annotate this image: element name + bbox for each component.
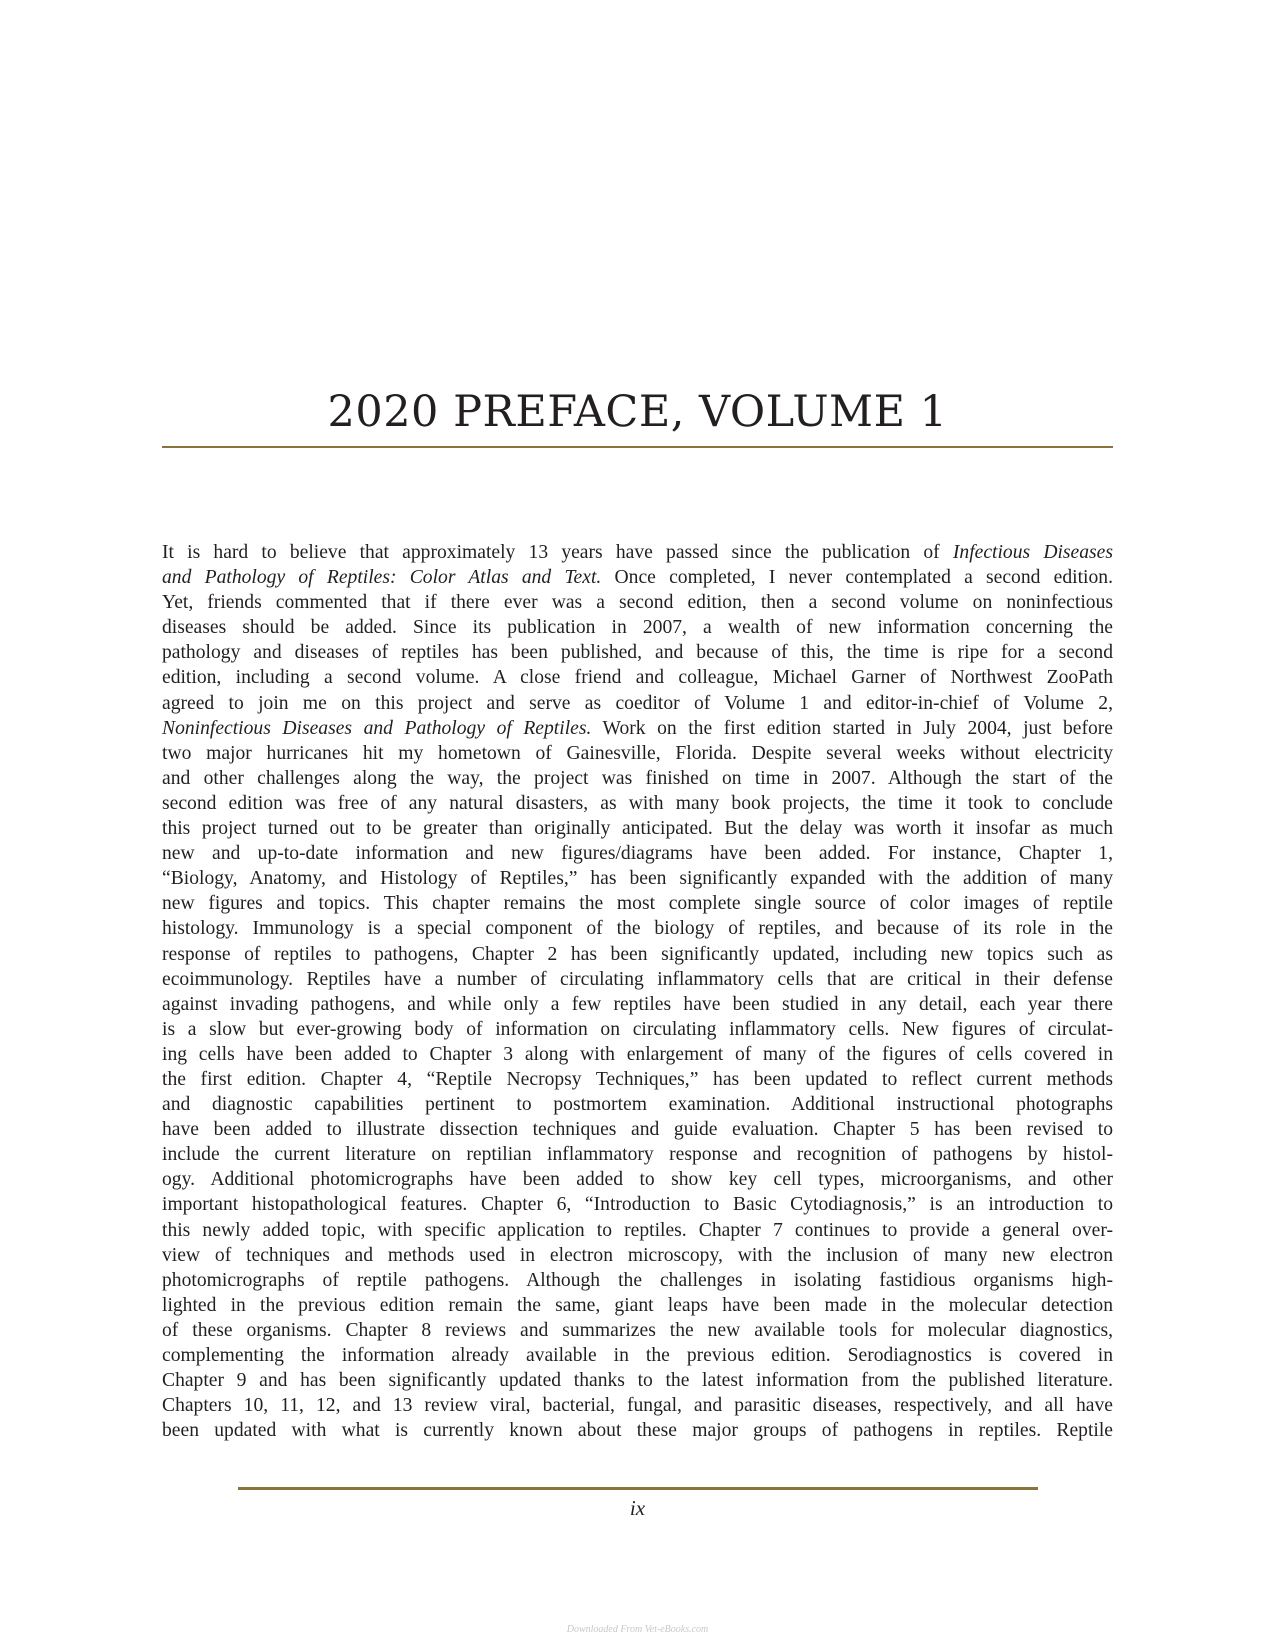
line-text: and other challenges along the way, the project was finished on time in 2007. Although the start of the bbox=[162, 767, 1113, 789]
text-line bbox=[162, 615, 1113, 640]
text-line bbox=[162, 565, 1113, 590]
text-line bbox=[162, 1343, 1113, 1368]
line-text: Yet, friends commented that if there ever was a second edition, then a second volume on noninfectious bbox=[162, 592, 1113, 614]
text-line bbox=[162, 540, 1113, 565]
text-line bbox=[162, 942, 1113, 967]
watermark: Downloaded From Vet-eBooks.com bbox=[566, 1624, 709, 1635]
line-text: It is hard to believe that approximately 13 years have passed since the publication of bbox=[162, 542, 953, 563]
italic-title-text: Infectious Diseases bbox=[952, 542, 1113, 563]
page-number: ix bbox=[629, 1496, 646, 1520]
text-line bbox=[162, 1117, 1113, 1142]
text-line bbox=[162, 1042, 1113, 1067]
line-text: view of techniques and methods used in electron microscopy, with the inclusion of many new electron bbox=[162, 1244, 1113, 1266]
text-line bbox=[162, 1167, 1113, 1192]
text-line bbox=[162, 1017, 1113, 1042]
line-text: been updated with what is currently known about these major groups of pathogens in reptiles. Reptile bbox=[162, 1420, 1113, 1442]
line-text: two major hurricanes hit my hometown of Gainesville, Florida. Despite several weeks without electricity bbox=[162, 742, 1113, 764]
preface-paragraph bbox=[162, 540, 1113, 1443]
line-text: agreed to join me on this project and serve as coeditor of Volume 1 and editor-in-chief of Volume 2, bbox=[162, 692, 1113, 714]
page-title: 2020 PREFACE, VOLUME 1 bbox=[327, 387, 948, 437]
title-divider bbox=[162, 446, 1113, 448]
text-line bbox=[162, 1092, 1113, 1117]
text-line bbox=[162, 766, 1113, 791]
text-line bbox=[162, 816, 1113, 841]
line-text: edition, including a second volume. A close friend and colleague, Michael Garner of Northwest ZooPath bbox=[162, 667, 1113, 689]
line-text: ogy. Additional photomicrographs have been added to show key cell types, microorganisms, and other bbox=[162, 1169, 1113, 1191]
line-text: ing cells have been added to Chapter 3 along with enlargement of many of the figures of cells covered in bbox=[162, 1043, 1113, 1065]
text-line bbox=[162, 967, 1113, 992]
line-text: against invading pathogens, and while only a few reptiles have been studied in any detail, each year there bbox=[162, 993, 1113, 1015]
line-text: response of reptiles to pathogens, Chapter 2 has been significantly updated, including new topics such as bbox=[162, 943, 1113, 965]
text-line bbox=[162, 590, 1113, 615]
text-line bbox=[162, 1318, 1113, 1343]
line-text: this project turned out to be greater than originally anticipated. But the delay was worth it insofar as much bbox=[162, 818, 1113, 840]
text-line bbox=[162, 866, 1113, 891]
line-text: have been added to illustrate dissection techniques and guide evaluation. Chapter 5 has been revised to bbox=[162, 1119, 1113, 1141]
line-text: photomicrographs of reptile pathogens. Although the challenges in isolating fastidious organisms high- bbox=[162, 1269, 1113, 1291]
line-text: complementing the information already available in the previous edition. Serodiagnostics is covered in bbox=[162, 1345, 1113, 1366]
line-text: histology. Immunology is a special component of the biology of reptiles, and because of its role in the bbox=[162, 918, 1113, 940]
line-text: new figures and topics. This chapter remains the most complete single source of color images of reptile bbox=[162, 893, 1113, 915]
line-text: Work on the first edition started in July 2004, just before bbox=[591, 717, 1113, 739]
text-line bbox=[162, 1142, 1113, 1167]
line-text: of these organisms. Chapter 8 reviews and summarizes the new available tools for molecular diagnostics, bbox=[162, 1319, 1113, 1341]
line-text: pathology and diseases of reptiles has been published, and because of this, the time is ripe for a second bbox=[162, 642, 1113, 664]
line-text: Once completed, I never contemplated a second edition. bbox=[601, 567, 1113, 589]
text-line bbox=[162, 716, 1113, 741]
text-line bbox=[162, 1243, 1113, 1268]
text-line bbox=[162, 1192, 1113, 1217]
line-text: diseases should be added. Since its publication in 2007, a wealth of new information concerning the bbox=[162, 617, 1113, 639]
line-text: ecoimmunology. Reptiles have a number of circulating inflammatory cells that are critical in their defense bbox=[162, 968, 1113, 990]
text-line bbox=[162, 1393, 1113, 1418]
text-line bbox=[162, 691, 1113, 716]
line-text: Chapters 10, 11, 12, and 13 review viral, bacterial, fungal, and parasitic diseases, respectively, and all have bbox=[162, 1395, 1113, 1417]
line-text: this newly added topic, with specific application to reptiles. Chapter 7 continues to provide a general over- bbox=[162, 1219, 1113, 1241]
text-line bbox=[162, 1418, 1113, 1443]
text-line bbox=[162, 1368, 1113, 1393]
line-text: “Biology, Anatomy, and Histology of Reptiles,” has been significantly expanded with the addition of many bbox=[162, 868, 1113, 890]
line-text: the first edition. Chapter 4, “Reptile Necropsy Techniques,” has been updated to reflect current methods bbox=[162, 1068, 1113, 1090]
text-line bbox=[162, 741, 1113, 766]
line-text: include the current literature on reptilian inflammatory response and recognition of pathogens by histol- bbox=[162, 1144, 1113, 1166]
text-line bbox=[162, 1067, 1113, 1092]
italic-title-text: Noninfectious Diseases and Pathology of Reptiles. bbox=[162, 717, 592, 739]
text-line bbox=[162, 1268, 1113, 1293]
footer-divider bbox=[238, 1487, 1038, 1490]
line-text: Chapter 9 and has been significantly updated thanks to the latest information from the published literature. bbox=[162, 1370, 1113, 1392]
text-line bbox=[162, 665, 1113, 690]
line-text: second edition was free of any natural disasters, as with many book projects, the time it took to conclude bbox=[162, 792, 1113, 814]
line-text: is a slow but ever-growing body of information on circulating inflammatory cells. New figures of circulat- bbox=[162, 1018, 1113, 1040]
text-line bbox=[162, 841, 1113, 866]
line-text: lighted in the previous edition remain the same, giant leaps have been made in the molecular detection bbox=[162, 1294, 1113, 1316]
line-text: important histopathological features. Chapter 6, “Introduction to Basic Cytodiagnosis,” is an introduction to bbox=[162, 1194, 1113, 1216]
text-line bbox=[162, 791, 1113, 816]
text-line bbox=[162, 1218, 1113, 1243]
preface-body bbox=[162, 540, 1113, 1443]
text-line bbox=[162, 891, 1113, 916]
text-line bbox=[162, 916, 1113, 941]
italic-title-text: and Pathology of Reptiles: Color Atlas and Text. bbox=[162, 567, 602, 589]
text-line bbox=[162, 640, 1113, 665]
line-text: and diagnostic capabilities pertinent to postmortem examination. Additional instructional photographs bbox=[162, 1094, 1113, 1116]
text-line bbox=[162, 1293, 1113, 1318]
text-line bbox=[162, 992, 1113, 1017]
line-text: new and up-to-date information and new figures/diagrams have been added. For instance, Chapter 1, bbox=[162, 843, 1113, 865]
